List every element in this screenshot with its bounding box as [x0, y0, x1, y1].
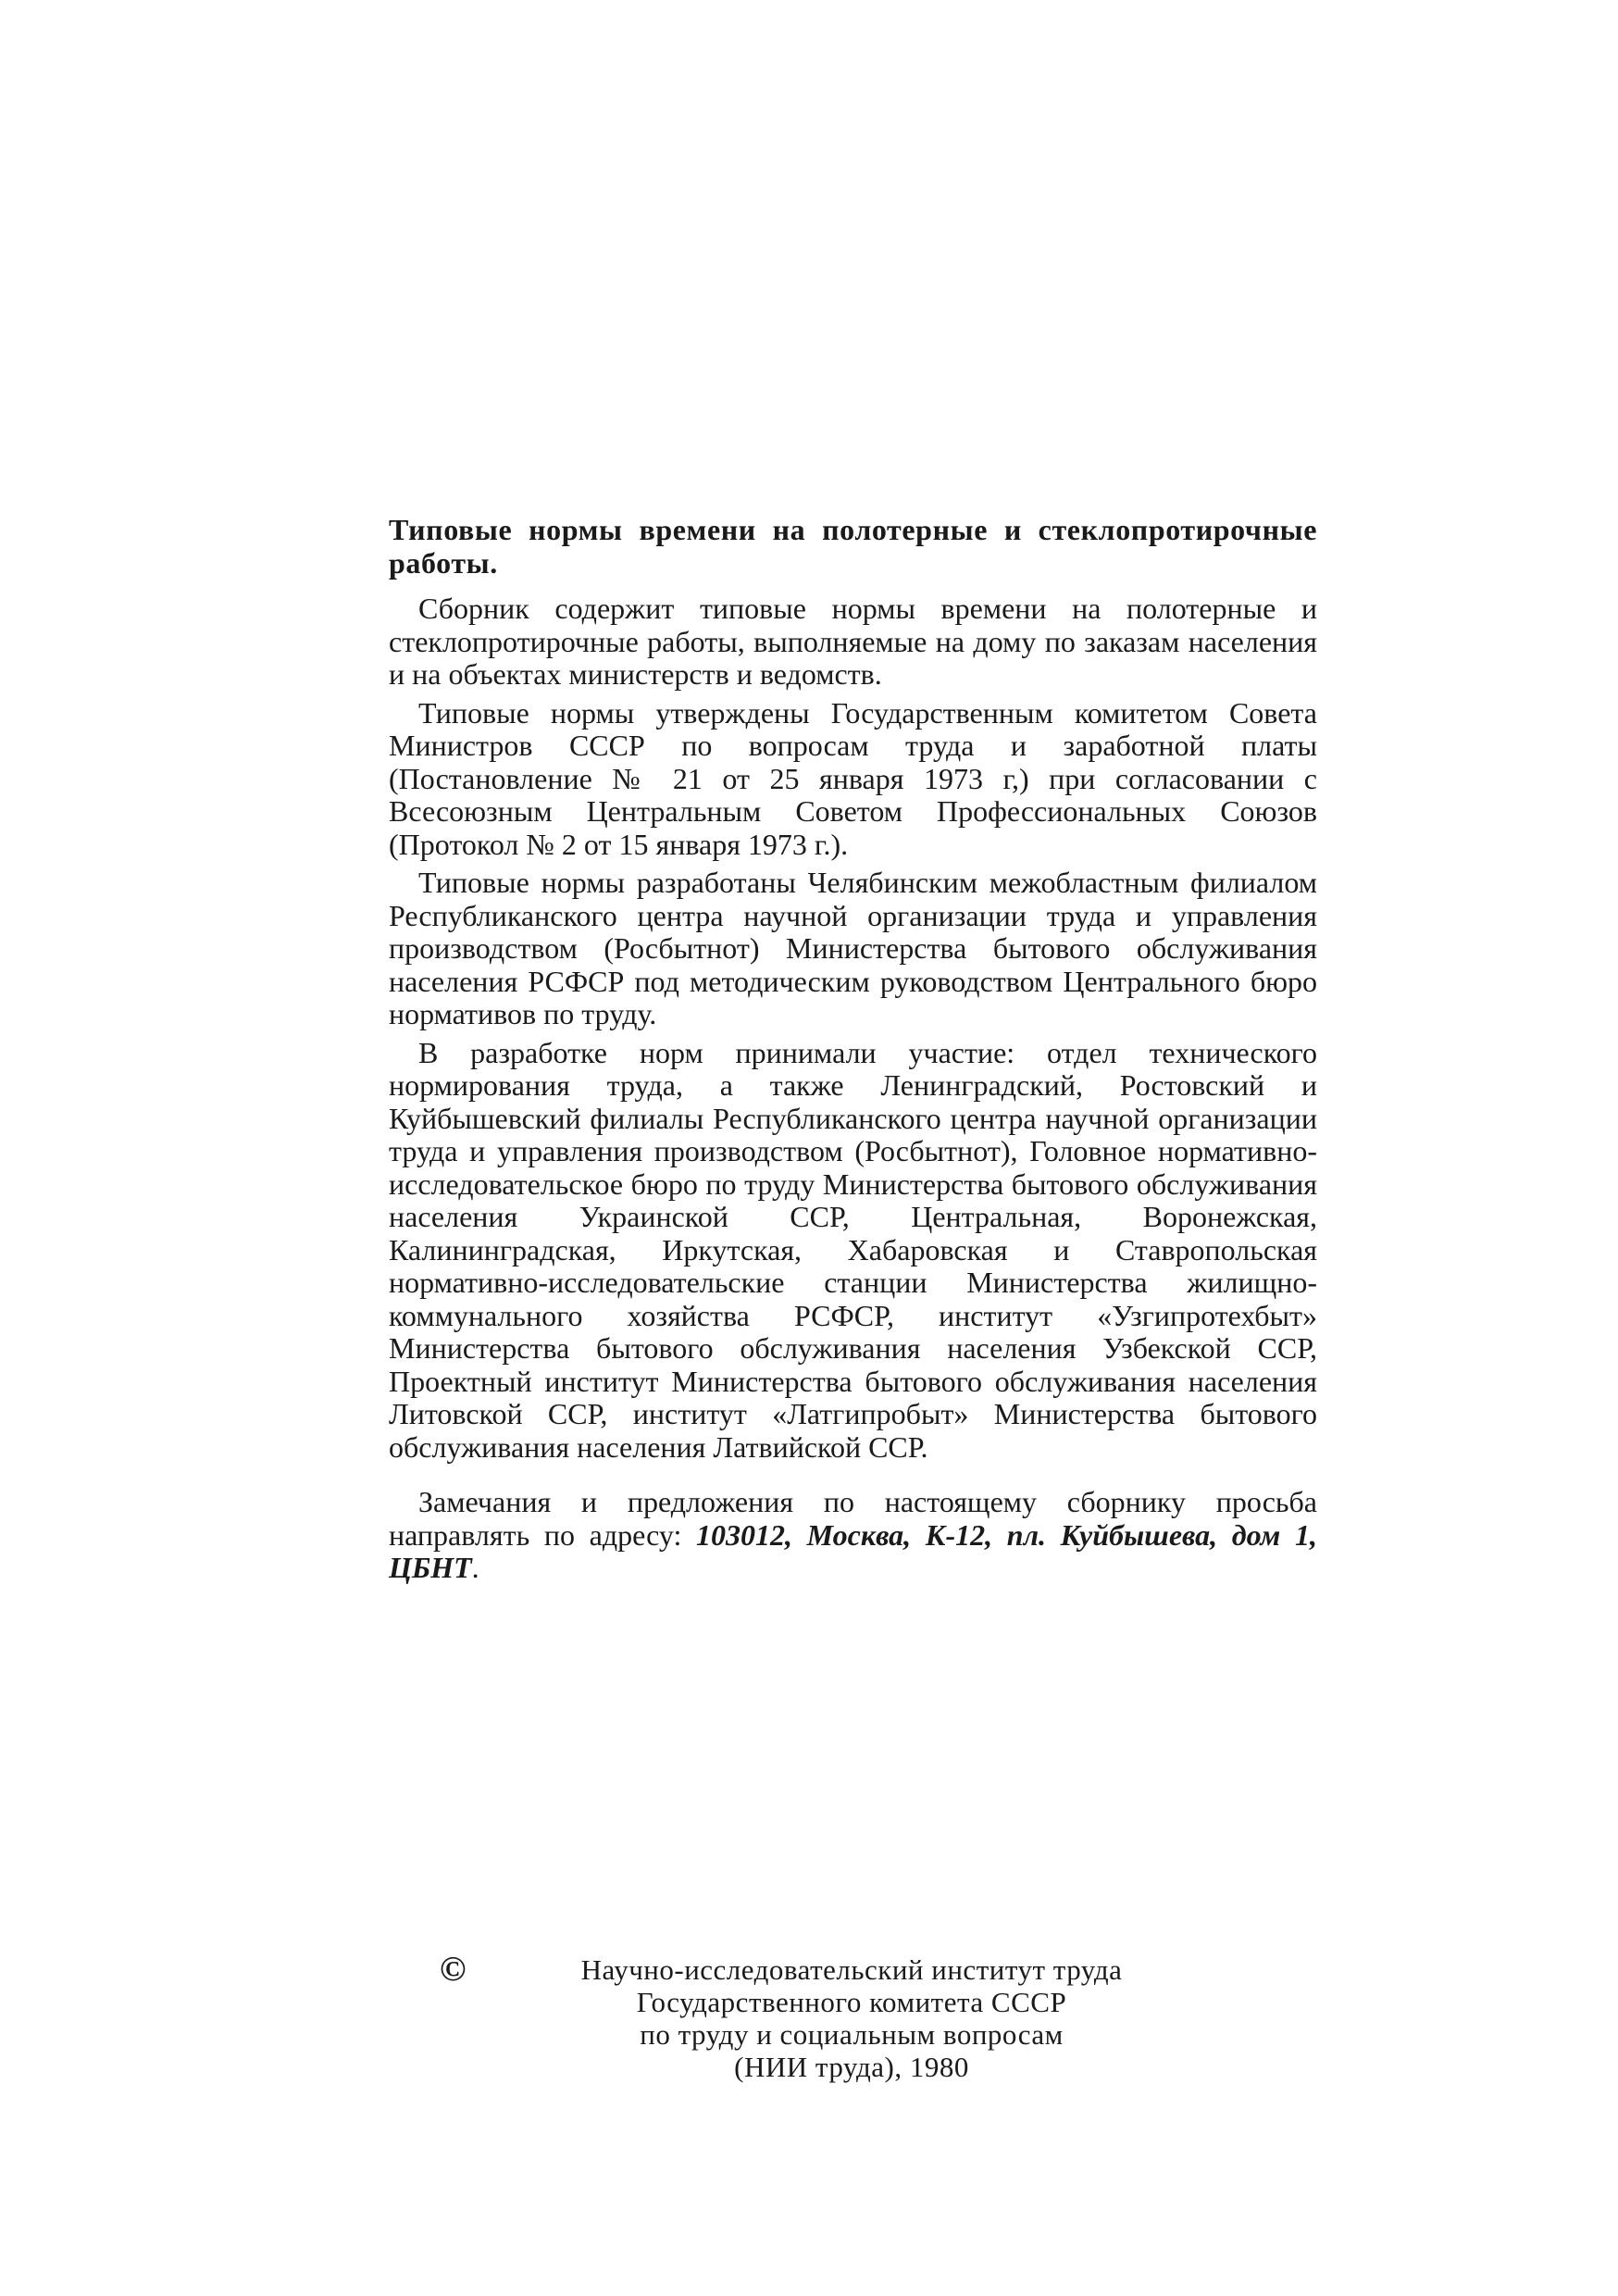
copyright-icon: © [440, 1950, 467, 1989]
remarks-address: 103012, Москва, К-12, пл. Куйбышева, дом 1, ЦБНТ [389, 1517, 1317, 1584]
paragraph-developer: Типовые нормы разработаны Челябинским межобластным филиалом Республиканского центра научной организации труда и управления производством (Росбытнот) Министерства бытового обслуживания населения РСФСР под методическим руководством Центрального бюро нормативов по труду. [389, 866, 1317, 1030]
paragraph-approval: Типовые нормы утверждены Государственным комитетом Совета Министров СССР по вопросам труда и заработной платы (Постановление № 21 от 25 января 1973 г,) при согласовании с Всесоюзным Центральным Советом Профессиональных Союзов (Протокол № 2 от 15 января 1973 г.). [389, 695, 1317, 861]
copyright-line: Государственного комитета СССР [636, 1986, 1067, 2018]
copyright-line: (НИИ труда), 1980 [734, 2051, 969, 2083]
document-heading: Типовые нормы времени на полотерные и стеклопротирочные работы. [389, 513, 1317, 580]
paragraph-participants: В разработке норм принимали участие: отдел технического нормирования труда, а также Ленинградский, Ростовский и Куйбышевский филиалы Республиканского центра научной организации труда и управления производством (Росбытнот), Головное нормативно-исследовательское бюро по труду Министерства бытового обслуживания населения Украинской ССР, Центральная, Воронежская, Калининградская, Иркутская, Хабаровская и Ставропольская нормативно-исследовательские станции Министерства жилищно-коммунального хозяйства РСФСР, институт «Узгипротехбыт» Министерства бытового обслуживания населения Узбекской ССР, Проектный институт Министерства бытового обслуживания населения Литовской ССР, институт «Латгипробыт» Министерства бытового обслуживания населения Латвийской ССР. [389, 1035, 1317, 1464]
copyright-block [426, 1950, 1259, 2120]
copyright-line: по труду и социальным вопросам [640, 2018, 1064, 2051]
remarks-text: Замечания и предложения по настоящему сборнику просьба направлять по адресу: [389, 1485, 1317, 1552]
copyright-lines [537, 1953, 1166, 2083]
remarks-suffix: . [471, 1551, 479, 1584]
paragraph-contents: Сборник содержит типовые нормы времени на полотерные и стеклопротирочные работы, выполняемые на дому по заказам населения и на объектах министерств и ведомств. [389, 592, 1317, 691]
copyright-line: Научно-исследовательский институт труда [580, 1953, 1123, 1986]
document-text [389, 514, 1317, 1591]
paragraph-remarks [389, 1486, 1317, 1585]
